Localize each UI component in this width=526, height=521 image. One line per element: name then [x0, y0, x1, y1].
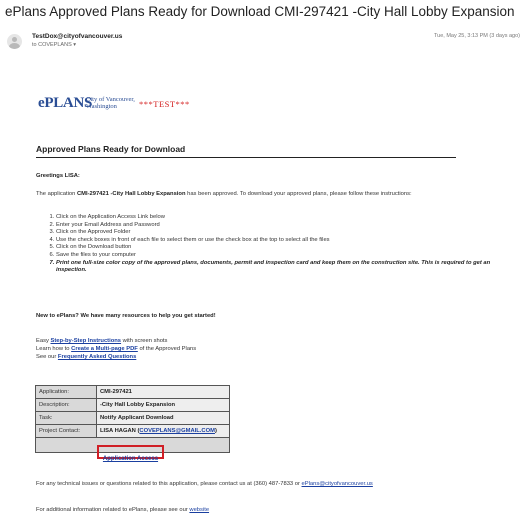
contact-suffix: ) — [214, 428, 217, 434]
instruction-list — [38, 214, 496, 275]
table-value: CMI-297421 — [97, 386, 230, 399]
greeting — [36, 173, 80, 179]
table-value: -City Hall Lobby Expansion — [97, 399, 230, 412]
heading-divider — [36, 157, 456, 158]
new-users-text: New to ePlans? We have many resources to help you get started! — [36, 313, 216, 319]
faq-link[interactable]: Frequently Asked Questions — [57, 354, 137, 360]
logo-brand: ePLANS — [38, 95, 93, 111]
sender-avatar-icon — [7, 34, 22, 49]
resource-3-prefix: See our — [36, 354, 58, 360]
resource-line-1 — [36, 338, 167, 344]
table-label: Project Contact: — [36, 425, 97, 438]
tech-support-text: For any technical issues or questions related to this application, please contact us at (360) 487-7833 or — [36, 481, 302, 487]
multipage-pdf-link[interactable]: Create a Multi-page PDF — [71, 346, 138, 352]
message-heading: Approved Plans Ready for Download — [36, 144, 186, 154]
logo-city — [86, 96, 146, 110]
resource-line-3 — [36, 354, 136, 360]
new-users-note — [36, 313, 216, 319]
instruction-step: 6. Save the files to your computer — [56, 252, 496, 260]
chevron-down-icon[interactable]: ▾ — [73, 42, 77, 48]
application-access-link[interactable]: Application Access — [102, 456, 159, 462]
table-row — [36, 386, 230, 399]
table-value: Notify Applicant Download — [97, 412, 230, 425]
resource-1-suffix: with screen shots — [121, 338, 168, 344]
table-row — [36, 425, 230, 438]
info-line — [36, 507, 209, 513]
sender-email[interactable]: TestDox@cityofvancouver.us — [32, 33, 123, 40]
application-info-table — [35, 385, 230, 453]
contact-name: LISA HAGAN ( — [100, 428, 140, 434]
intro-suffix: has been approved. To download your approved plans, please follow these instructions: — [185, 191, 412, 197]
table-row — [36, 399, 230, 412]
table-label: Application: — [36, 386, 97, 399]
instruction-step: 2. Enter your Email Address and Password — [56, 222, 496, 230]
table-row — [36, 412, 230, 425]
support-email-link[interactable]: ePlans@cityofvancouver.us — [301, 481, 373, 487]
logo-city-line2: Washington — [86, 103, 117, 110]
table-label: Description: — [36, 399, 97, 412]
instruction-step: 3. Click on the Approved Folder — [56, 229, 496, 237]
website-link[interactable]: website — [189, 507, 210, 513]
resource-1-prefix: Easy — [36, 338, 51, 344]
resource-2-suffix: of the Approved Plans — [137, 346, 197, 352]
resource-line-2 — [36, 346, 196, 352]
email-subject: ePlans Approved Plans Ready for Download CMI-297421 -City Hall Lobby Expansion — [5, 4, 515, 19]
table-label: Task: — [36, 412, 97, 425]
intro-prefix: The application — [36, 191, 77, 197]
greeting-text: Greetings LISA: — [36, 173, 80, 179]
tech-support-line — [36, 481, 373, 487]
step-by-step-link[interactable]: Step-by-Step Instructions — [50, 338, 122, 344]
intro-application: CMI-297421 -City Hall Lobby Expansion — [76, 191, 186, 197]
table-value — [97, 425, 230, 438]
application-access-highlight — [97, 445, 164, 462]
info-text: For additional information related to ePlans, please see our — [36, 507, 190, 513]
intro-paragraph — [36, 191, 412, 197]
recipient-label: to COVEPLANS — [32, 42, 72, 48]
instruction-step: 5. Click on the Download button — [56, 244, 496, 252]
test-mark: ***TEST*** — [139, 99, 190, 109]
instruction-step: 4. Use the check boxes in front of each file to select them or use the check box at the top to select all the files — [56, 237, 496, 245]
recipient-line[interactable] — [32, 42, 76, 48]
email-date: Tue, May 25, 3:13 PM (3 days ago) — [433, 33, 520, 39]
resource-2-prefix: Learn how to — [36, 346, 72, 352]
instruction-step: 1. Click on the Application Access Link below — [56, 214, 496, 222]
contact-email-link[interactable]: COVEPLANS@GMAIL.COM — [139, 428, 215, 434]
logo-city-line1: City of Vancouver, — [86, 96, 135, 103]
instruction-step-print: 7. Print one full-size color copy of the approved plans, documents, permit and inspection card and keep them on the construction site. This is required to get an inspection. — [56, 260, 496, 275]
